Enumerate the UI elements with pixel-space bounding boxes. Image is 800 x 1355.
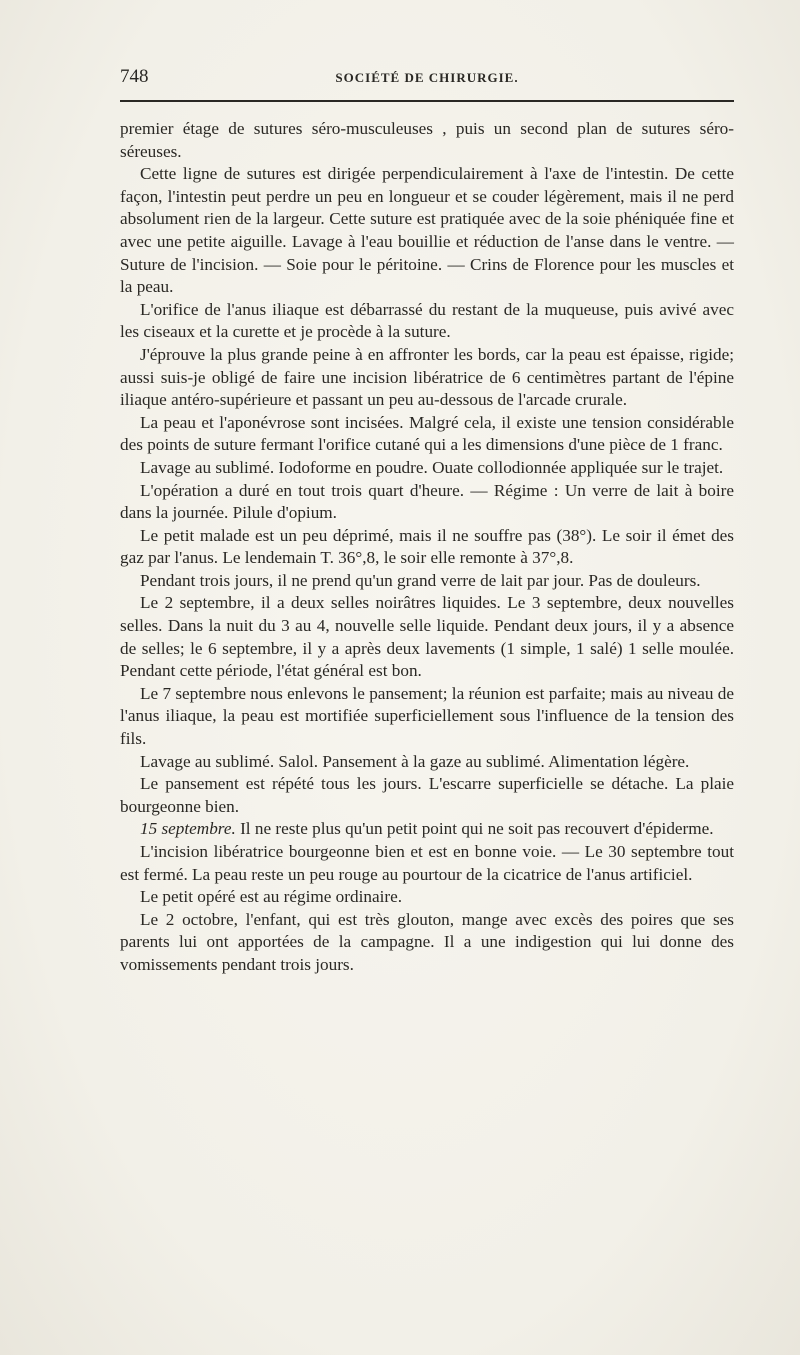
paragraph: Le 7 septembre nous enlevons le pansement; la réunion est parfaite; mais au niveau de l'anus iliaque, la peau est mortifiée superficiellement sous l'influence de la tension des fils.: [120, 683, 734, 749]
paragraph-sept15: [120, 818, 734, 841]
page-number: 748: [120, 66, 149, 87]
header-rule: [120, 100, 734, 102]
paragraph: Le 2 octobre, l'enfant, qui est très glouton, mange avec excès des poires que ses parents lui ont apportées de la campagne. Il a une indigestion qui lui donne des vomissements pendant trois jours.: [120, 909, 734, 974]
paragraph: L'opération a duré en tout trois quart d'heure. — Régime : Un verre de lait à boire dans la journée. Pilule d'opium.: [120, 480, 734, 523]
paragraph: L'incision libératrice bourgeonne bien et est en bonne voie. — Le 30 septembre tout est fermé. La peau reste un peu rouge au pourtour de la cicatrice de l'anus artificiel.: [120, 842, 734, 884]
paragraph: L'orifice de l'anus iliaque est débarrassé du restant de la muqueuse, puis avivé avec les ciseaux et la curette et je procède à la suture.: [120, 299, 734, 342]
text-body: [120, 118, 734, 977]
paragraph-text: Il ne reste plus qu'un petit point qui ne soit pas recouvert d'épiderme.: [235, 819, 714, 839]
paragraph: Lavage au sublimé. Salol. Pansement à la gaze au sublimé. Alimentation légère.: [140, 751, 690, 771]
paragraph: Le 2 septembre, il a deux selles noirâtres liquides. Le 3 septembre, deux nouvelles selles. Dans la nuit du 3 au 4, nouvelle selle liquide. Pendant deux jours, il y a absence de selles; le 6 septembre, il y a après deux lavements (1 simple, 1 salé) 1 selle moulée. Pendant cette période, l'état général est bon.: [120, 593, 734, 681]
running-head: SOCIÉTÉ DE CHIRURGIE.: [335, 70, 519, 85]
paragraph: Pendant trois jours, il ne prend qu'un grand verre de lait par jour. Pas de douleurs.: [140, 570, 701, 590]
paragraph: Le pansement est répété tous les jours. L'escarre superficielle se détache. La plaie bourgeonne bien.: [120, 774, 734, 816]
paragraph: J'éprouve la plus grande peine à en affronter les bords, car la peau est épaisse, rigide; aussi suis-je obligé de faire une incision libératrice de 6 centimètres partant de l'épine iliaque antéro-supérieure et passant un peu au-dessous de l'arcade crurale.: [120, 344, 734, 410]
paragraph: Cette ligne de sutures est dirigée perpendiculairement à l'axe de l'intestin. De cette façon, l'intestin peut perdre un peu en longueur et se couder légèrement, mais il ne perd absolument rien de la largeur. Cette suture est pratiquée avec de la soie phéniquée fine et avec une petite aiguille. Lavage à l'eau bouillie et réduction de l'anse dans le ventre. — Suture de l'incision. — Soie pour le péritoine. — Crins de Florence pour les muscles et la peau.: [120, 164, 734, 297]
paragraph: La peau et l'aponévrose sont incisées. Malgré cela, il existe une tension considérable des points de suture fermant l'orifice cutané qui a les dimensions d'une pièce de 1 franc.: [120, 412, 734, 455]
paragraph: Lavage au sublimé. Iodoforme en poudre. Ouate collodionnée appliquée sur le trajet.: [140, 457, 724, 477]
paragraph: Le petit opéré est au régime ordinaire.: [140, 887, 402, 907]
page-header: [120, 66, 734, 96]
paragraph: Le petit malade est un peu déprimé, mais il ne souffre pas (38°). Le soir il émet des gaz par l'anus. Le lendemain T. 36°,8, le soir elle remonte à 37°,8.: [120, 525, 734, 568]
paragraph: premier étage de sutures séro-musculeuses , puis un second plan de sutures séro-séreuses.: [120, 119, 734, 161]
date-label: 15 septembre.: [140, 819, 236, 839]
